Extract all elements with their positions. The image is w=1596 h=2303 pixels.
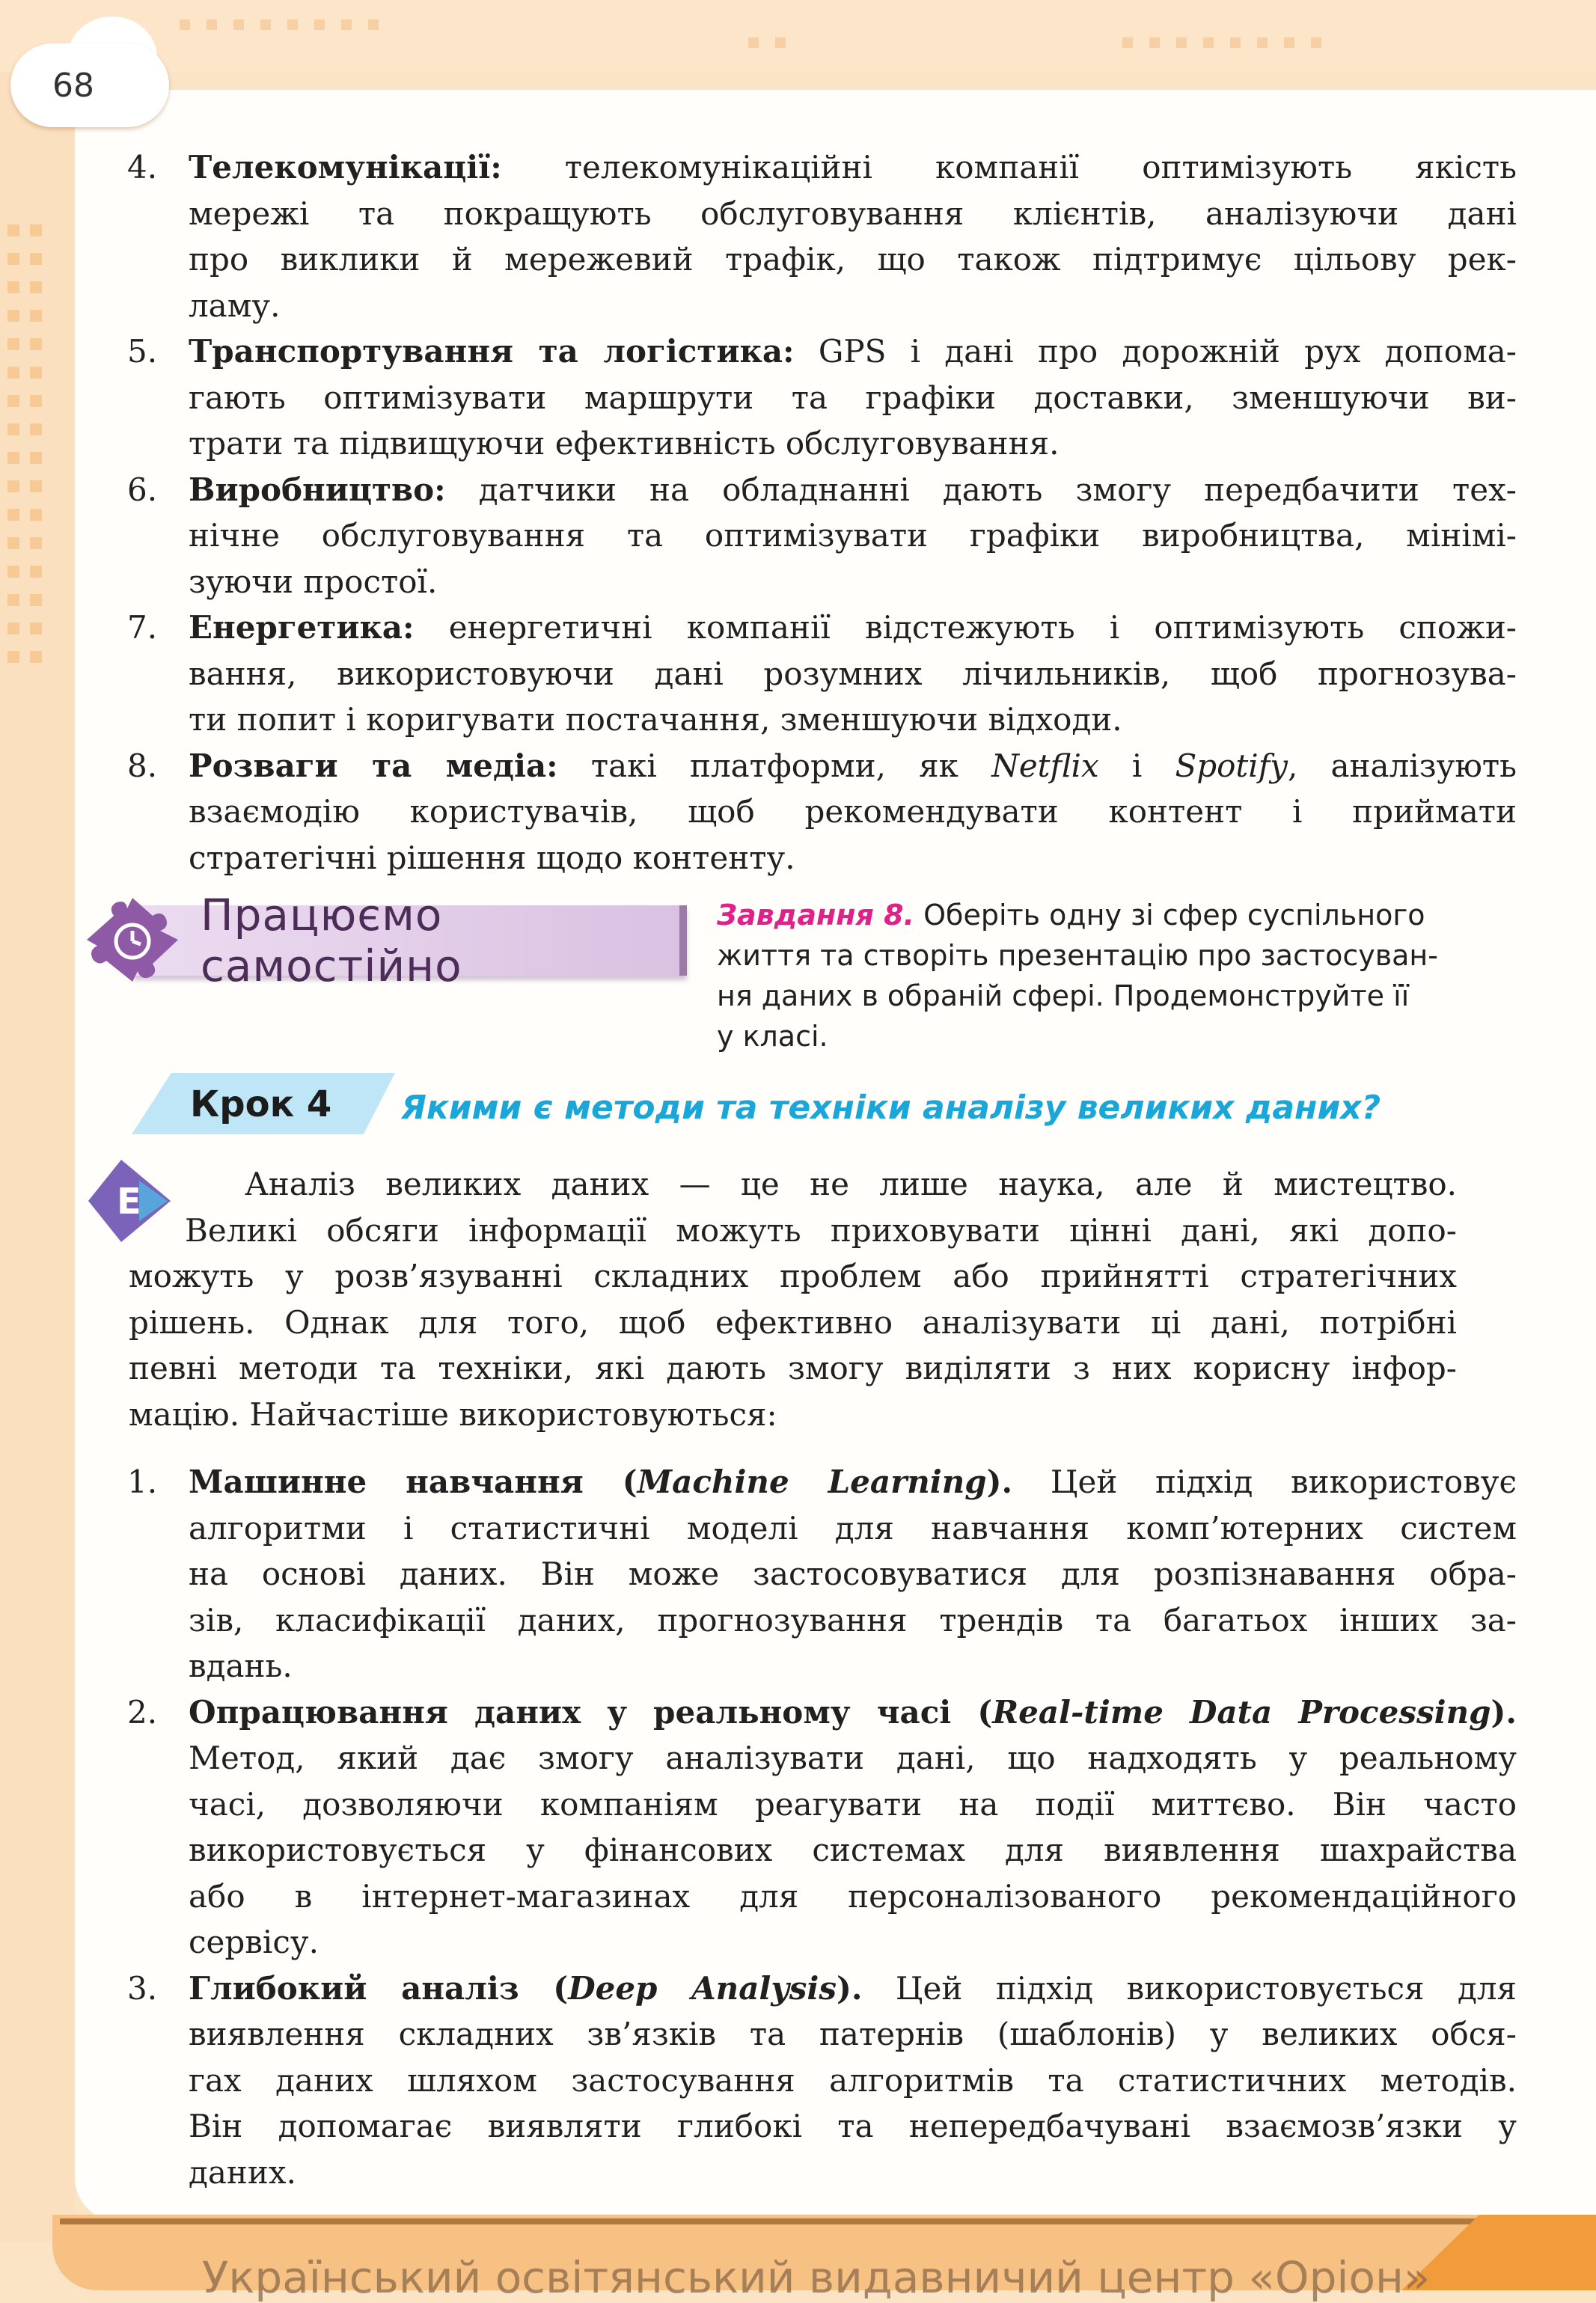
industry-item-line: вання, використовуючи дані розумних лічильників, щоб прогнозува-: [189, 655, 1517, 692]
top-band: [0, 0, 1596, 72]
task-label: Завдання 8.: [717, 899, 915, 932]
bottom-band-edge: [60, 2218, 1596, 2224]
top-dots-decoration-3: [1122, 37, 1321, 48]
industry-item-line: Енергетика: енергетичні компанії відстежують і оптимізують спожи-: [189, 609, 1517, 646]
industry-item-number: 6.: [127, 471, 158, 508]
intro-line: можуть у розв’язуванні складних проблем або прийнятті стратегічних: [129, 1258, 1457, 1294]
industry-item-line: взаємодію користувачів, щоб рекомендувати контент і приймати: [189, 793, 1517, 830]
task-line-3: ня даних в обраній сфері. Продемонструйте її: [717, 979, 1410, 1012]
method-item-line: на основі даних. Він може застосовуватися для розпізнавання обра-: [189, 1556, 1517, 1592]
page-number: 68: [10, 43, 169, 127]
method-item-line: Машинне навчання (Machine Learning). Цей підхід використовує: [189, 1464, 1517, 1500]
step-label: Крок 4: [190, 1083, 332, 1125]
work-yourself-banner: Працюємо самостійно: [133, 905, 687, 976]
step-question: Якими є методи та техніки аналізу великих даних?: [401, 1089, 1381, 1127]
industry-item-number: 5.: [127, 333, 158, 370]
intro-line: рішень. Однак для того, щоб ефективно аналізувати ці дані, потрібні: [129, 1303, 1457, 1341]
svg-text:E: E: [117, 1181, 141, 1223]
industry-item-line: нічне обслуговування та оптимізувати графіки виробництва, мінімі-: [189, 517, 1517, 554]
puzzle-clock-icon: [84, 895, 181, 985]
method-item-line: Опрацювання даних у реальному часі (Real-time Data Processing).: [189, 1693, 1517, 1731]
industry-item-number: 8.: [127, 747, 158, 784]
intro-line: певні методи та техніки, які дають змогу виділяти з них корисну інфор-: [129, 1350, 1457, 1386]
method-item-line: зів, класифікації даних, прогнозування трендів та багатьох інших за-: [189, 1601, 1517, 1639]
e-arrow-icon: [84, 1155, 175, 1247]
task-line-4: у класі.: [717, 1020, 828, 1053]
industry-item-line: гають оптимізувати маршрути та графіки доставки, зменшуючи ви-: [189, 379, 1517, 416]
industry-item-number: 4.: [127, 149, 158, 186]
method-item-line: Він допомагає виявляти глибокі та непередбачувані взаємозв’язки у: [189, 2108, 1517, 2144]
method-item-line: Метод, який дає змогу аналізувати дані, що надходять у реальному: [189, 1740, 1517, 1776]
method-item-line: сервісу.: [189, 1924, 319, 1960]
top-dots-decoration: [180, 19, 379, 30]
task-line-2: життя та створіть презентацію про застосуван-: [717, 939, 1438, 972]
method-item-line: гах даних шляхом застосування алгоритмів та статистичних методів.: [189, 2061, 1517, 2099]
method-item-line: або в інтернет-магазинах для персоналізованого рекомендаційного: [189, 1877, 1517, 1915]
industry-item-line: ти попит і коригувати постачання, зменшуючи відходи.: [189, 701, 1122, 738]
intro-line: Великі обсяги інформації можуть приховувати цінні дані, які допо-: [185, 1211, 1457, 1249]
publisher-footer: Український освітянський видавничий центр «Оріон»: [202, 2252, 1431, 2303]
industry-item-line: Телекомунікації: телекомунікаційні компанії оптимізують якість: [189, 149, 1517, 186]
method-item-line: алгоритми і статистичні моделі для навчання комп’ютерних систем: [189, 1509, 1517, 1547]
industry-item-line: мережі та покращують обслуговування клієнтів, аналізуючи дані: [189, 195, 1517, 232]
industry-item-line: зуючи простої.: [189, 563, 438, 600]
method-item-number: 3.: [127, 1969, 158, 2007]
industry-item-line: трати та підвищуючи ефективність обслуговування.: [189, 425, 1060, 462]
industry-item-line: Розваги та медіа: такі платформи, як Netflix і Spotify, аналізують: [189, 747, 1517, 784]
task-line-1: [717, 895, 1425, 935]
industry-item-line: про виклики й мережевий трафік, що також підтримує цільову рек-: [189, 241, 1517, 278]
industry-item-line: Виробництво: датчики на обладнанні дають змогу передбачити тех-: [189, 471, 1517, 508]
task-text: Оберіть одну зі сфер суспільного: [914, 899, 1425, 932]
method-item-line: використовується у фінансових системах для виявлення шахрайства: [189, 1832, 1517, 1868]
intro-line: мацію. Найчастіше використовуються:: [129, 1395, 777, 1433]
industry-item-number: 7.: [127, 609, 158, 646]
method-item-line: Глибокий аналіз (Deep Analysis). Цей підхід використовується для: [189, 1969, 1517, 2007]
method-item-line: виявлення складних зв’язків та патернів (шаблонів) у великих обся-: [189, 2016, 1517, 2052]
industry-item-line: ламу.: [189, 287, 281, 324]
method-item-number: 2.: [127, 1693, 158, 1731]
method-item-line: часі, дозволяючи компаніям реагувати на події миттєво. Він часто: [189, 1785, 1517, 1823]
industry-item-line: Транспортування та логістика: GPS і дані про дорожній рух допома-: [189, 333, 1517, 370]
method-item-line: даних.: [189, 2153, 296, 2191]
intro-line: Аналіз великих даних — це не лише наука, але й мистецтво.: [245, 1166, 1457, 1202]
industry-item-line: стратегічні рішення щодо контенту.: [189, 839, 795, 876]
left-dots-decoration: [7, 224, 42, 663]
method-item-number: 1.: [127, 1464, 158, 1500]
method-item-line: вдань.: [189, 1648, 293, 1684]
top-dots-decoration-2: [748, 37, 786, 48]
